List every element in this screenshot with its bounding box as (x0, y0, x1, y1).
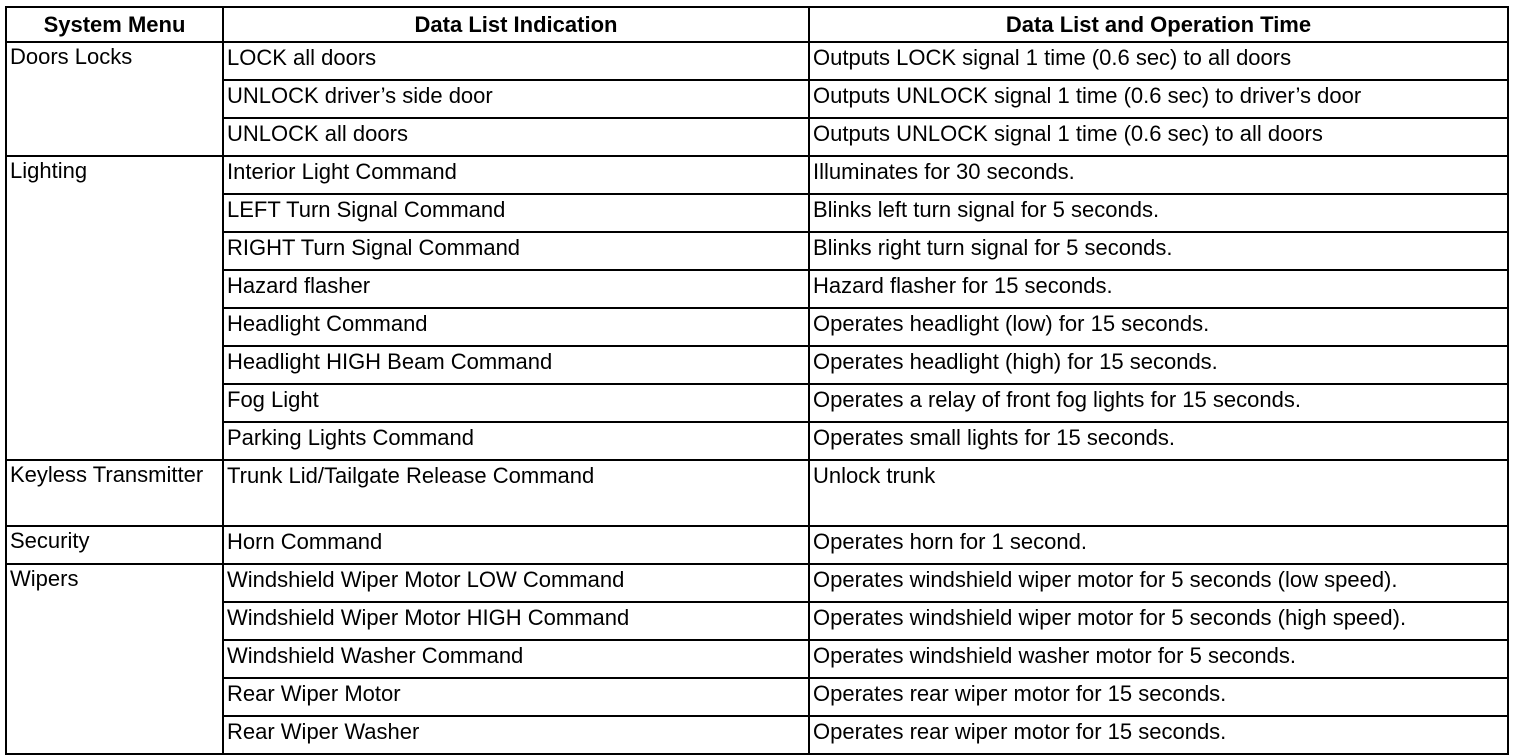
indication-cell: Interior Light Command (223, 156, 809, 194)
operation-cell: Operates windshield wiper motor for 5 seconds (low speed). (809, 564, 1508, 602)
indication-cell: Hazard flasher (223, 270, 809, 308)
table-row (6, 118, 1508, 156)
indication-cell: UNLOCK all doors (223, 118, 809, 156)
operation-cell: Illuminates for 30 seconds. (809, 156, 1508, 194)
indication-cell: UNLOCK driver’s side door (223, 80, 809, 118)
table-row (6, 716, 1508, 754)
indication-cell: Fog Light (223, 384, 809, 422)
indication-cell: Horn Command (223, 526, 809, 564)
operation-cell: Operates windshield wiper motor for 5 seconds (high speed). (809, 602, 1508, 640)
data-list-table (5, 6, 1509, 755)
system-menu-cell: Lighting (6, 156, 223, 460)
operation-cell: Operates rear wiper motor for 15 seconds. (809, 716, 1508, 754)
indication-cell: Trunk Lid/Tailgate Release Command (223, 460, 809, 526)
operation-cell: Outputs UNLOCK signal 1 time (0.6 sec) to driver’s door (809, 80, 1508, 118)
table-row (6, 270, 1508, 308)
operation-cell: Operates windshield washer motor for 5 seconds. (809, 640, 1508, 678)
header-system-menu: System Menu (6, 7, 223, 42)
table-row (6, 232, 1508, 270)
indication-cell: RIGHT Turn Signal Command (223, 232, 809, 270)
operation-cell: Blinks right turn signal for 5 seconds. (809, 232, 1508, 270)
operation-cell: Operates horn for 1 second. (809, 526, 1508, 564)
operation-cell: Unlock trunk (809, 460, 1508, 526)
indication-cell: Parking Lights Command (223, 422, 809, 460)
system-menu-cell: Keyless Transmitter (6, 460, 223, 526)
table-row (6, 80, 1508, 118)
table-row (6, 194, 1508, 232)
operation-cell: Outputs LOCK signal 1 time (0.6 sec) to all doors (809, 42, 1508, 80)
table-row (6, 602, 1508, 640)
indication-cell: Windshield Washer Command (223, 640, 809, 678)
indication-cell: Windshield Wiper Motor LOW Command (223, 564, 809, 602)
operation-cell: Hazard flasher for 15 seconds. (809, 270, 1508, 308)
indication-cell: Rear Wiper Washer (223, 716, 809, 754)
operation-cell: Operates headlight (low) for 15 seconds. (809, 308, 1508, 346)
table-row (6, 346, 1508, 384)
table-row (6, 384, 1508, 422)
operation-cell: Operates a relay of front fog lights for 15 seconds. (809, 384, 1508, 422)
system-menu-cell: Security (6, 526, 223, 564)
table-row (6, 308, 1508, 346)
system-menu-cell: Doors Locks (6, 42, 223, 156)
operation-cell: Operates small lights for 15 seconds. (809, 422, 1508, 460)
header-row (6, 7, 1508, 42)
system-menu-cell: Wipers (6, 564, 223, 754)
table-row (6, 460, 1508, 526)
table-row (6, 564, 1508, 602)
operation-cell: Outputs UNLOCK signal 1 time (0.6 sec) to all doors (809, 118, 1508, 156)
indication-cell: LEFT Turn Signal Command (223, 194, 809, 232)
table-row (6, 640, 1508, 678)
table-row (6, 156, 1508, 194)
table-row (6, 42, 1508, 80)
header-data-list-indication: Data List Indication (223, 7, 809, 42)
indication-cell: Rear Wiper Motor (223, 678, 809, 716)
header-operation-time: Data List and Operation Time (809, 7, 1508, 42)
operation-cell: Blinks left turn signal for 5 seconds. (809, 194, 1508, 232)
indication-cell: Headlight HIGH Beam Command (223, 346, 809, 384)
table-row (6, 526, 1508, 564)
indication-cell: Headlight Command (223, 308, 809, 346)
table-row (6, 678, 1508, 716)
operation-cell: Operates headlight (high) for 15 seconds. (809, 346, 1508, 384)
indication-cell: LOCK all doors (223, 42, 809, 80)
operation-cell: Operates rear wiper motor for 15 seconds. (809, 678, 1508, 716)
indication-cell: Windshield Wiper Motor HIGH Command (223, 602, 809, 640)
table-row (6, 422, 1508, 460)
